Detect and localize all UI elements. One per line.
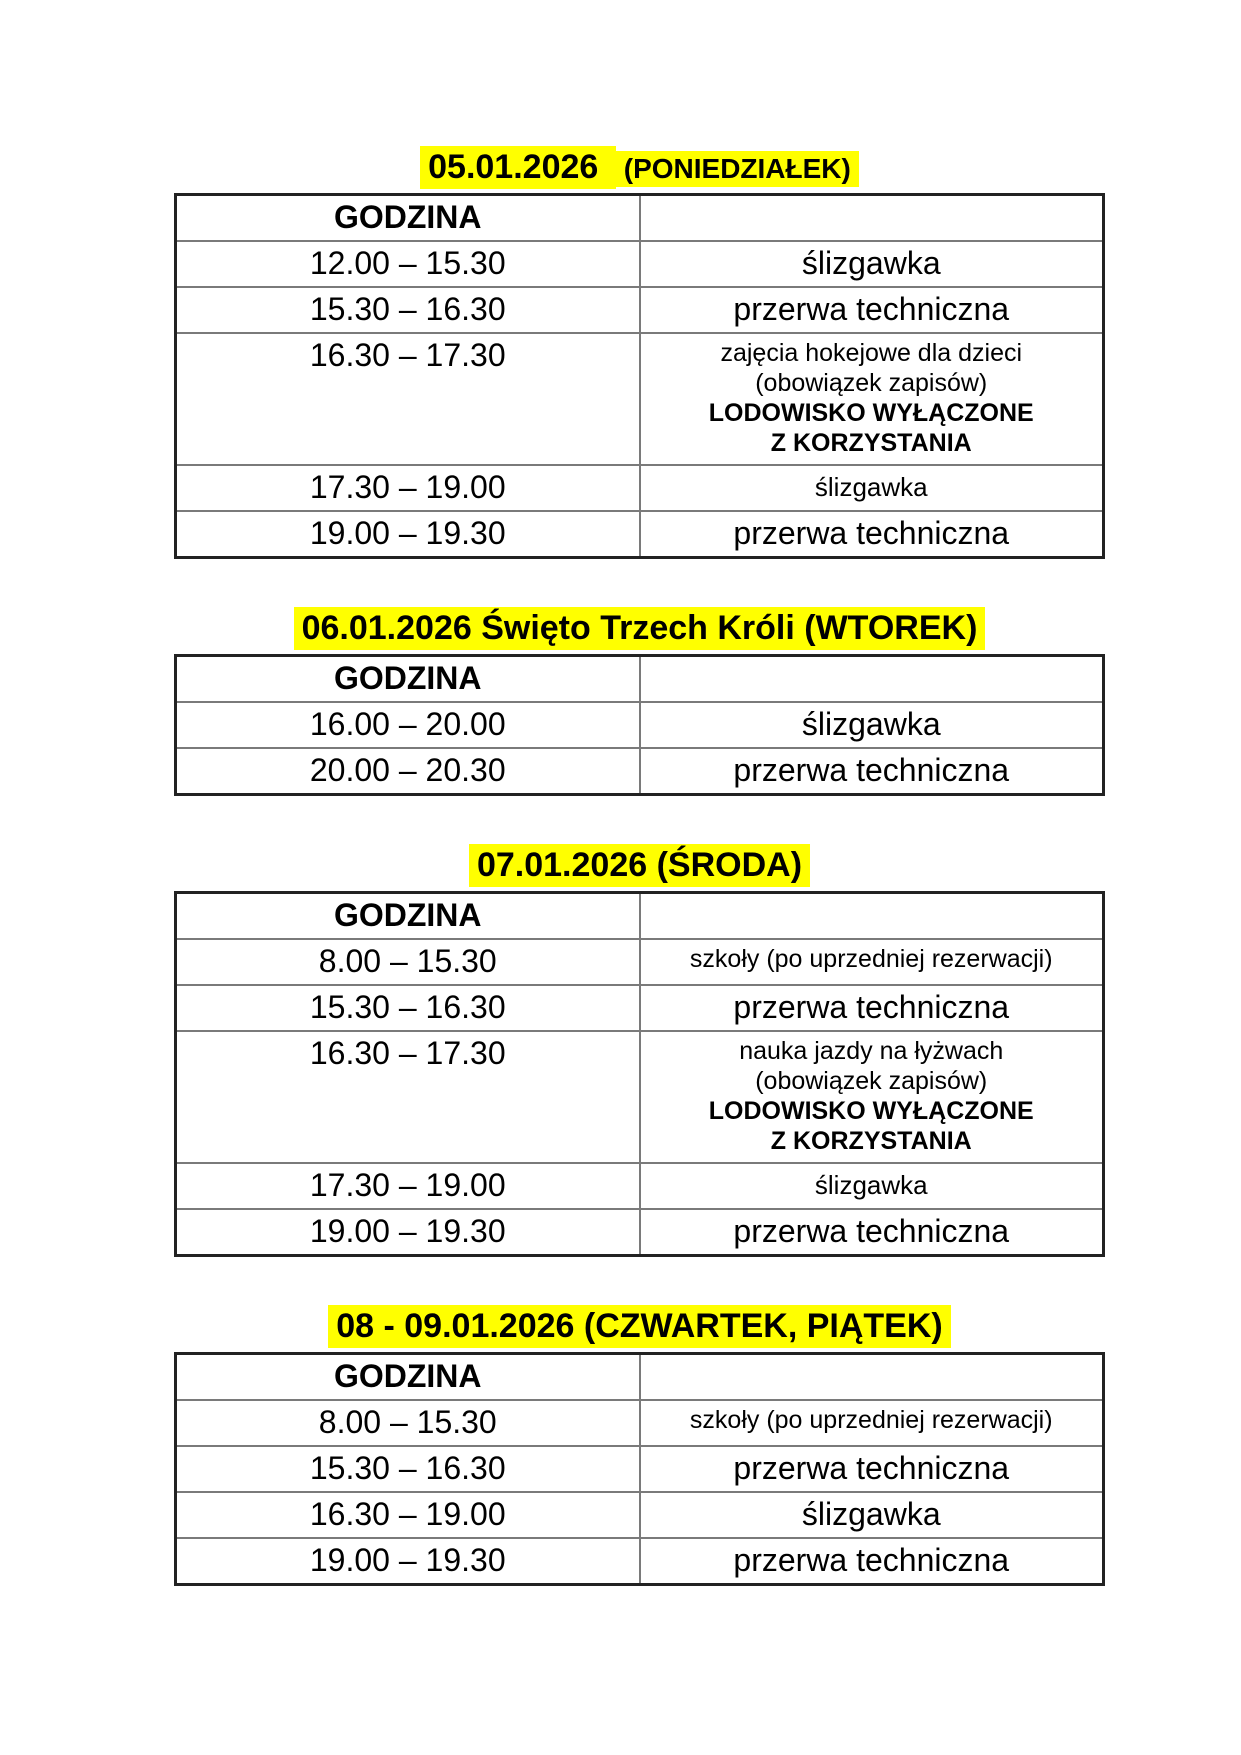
activity-line: (obowiązek zapisów) xyxy=(755,369,988,397)
activity-cell xyxy=(640,1031,1104,1163)
section-title xyxy=(174,1305,1105,1351)
table-row xyxy=(176,985,1104,1031)
table-body xyxy=(176,939,1104,1256)
time-cell: 16.30 – 17.30 xyxy=(176,333,640,465)
activity-cell xyxy=(640,1492,1104,1538)
activity-line: ślizgawka xyxy=(814,472,928,502)
table-row xyxy=(176,241,1104,287)
activity-line: przerwa techniczna xyxy=(733,1450,1010,1486)
activity-line: szkoły (po uprzedniej rezerwacji) xyxy=(689,945,1053,973)
activity-column-header xyxy=(640,195,1104,242)
time-cell: 17.30 – 19.00 xyxy=(176,465,640,511)
activity-line: nauka jazdy na łyżwach xyxy=(739,1037,1004,1065)
activity-cell xyxy=(640,1538,1104,1585)
table-row xyxy=(176,1163,1104,1209)
table-header-row xyxy=(176,893,1104,940)
section-title xyxy=(174,607,1105,653)
section-title-date: 07.01.2026 (ŚRODA) xyxy=(469,844,810,887)
time-column-header: GODZINA xyxy=(176,656,640,703)
schedule-section xyxy=(174,146,1105,559)
activity-line: przerwa techniczna xyxy=(733,989,1010,1025)
time-cell: 16.00 – 20.00 xyxy=(176,702,640,748)
activity-cell xyxy=(640,1400,1104,1446)
table-body xyxy=(176,241,1104,558)
time-cell: 8.00 – 15.30 xyxy=(176,1400,640,1446)
table-row xyxy=(176,1400,1104,1446)
time-cell: 8.00 – 15.30 xyxy=(176,939,640,985)
activity-line: szkoły (po uprzedniej rezerwacji) xyxy=(689,1406,1053,1434)
activity-cell xyxy=(640,985,1104,1031)
table-header-row xyxy=(176,195,1104,242)
section-title-date: 05.01.2026 xyxy=(420,146,616,189)
time-column-header: GODZINA xyxy=(176,893,640,940)
table-row xyxy=(176,1209,1104,1256)
time-cell: 19.00 – 19.30 xyxy=(176,511,640,558)
activity-cell xyxy=(640,1446,1104,1492)
activity-cell xyxy=(640,1209,1104,1256)
activity-column-header xyxy=(640,893,1104,940)
time-column-header: GODZINA xyxy=(176,195,640,242)
activity-line: przerwa techniczna xyxy=(733,752,1010,788)
activity-line: ślizgawka xyxy=(801,706,941,742)
table-row xyxy=(176,1031,1104,1163)
table-row xyxy=(176,465,1104,511)
activity-column-header xyxy=(640,656,1104,703)
time-cell: 20.00 – 20.30 xyxy=(176,748,640,795)
activity-line: ślizgawka xyxy=(801,245,941,281)
table-header-row xyxy=(176,1354,1104,1401)
time-cell: 15.30 – 16.30 xyxy=(176,287,640,333)
schedule-section xyxy=(174,844,1105,1257)
time-cell: 16.30 – 17.30 xyxy=(176,1031,640,1163)
activity-cell xyxy=(640,511,1104,558)
activity-cell xyxy=(640,748,1104,795)
activity-line: (obowiązek zapisów) xyxy=(755,1067,988,1095)
activity-line: LODOWISKO WYŁĄCZONE xyxy=(708,1097,1034,1125)
table-row xyxy=(176,511,1104,558)
time-cell: 16.30 – 19.00 xyxy=(176,1492,640,1538)
schedule-table xyxy=(174,193,1105,559)
activity-cell xyxy=(640,241,1104,287)
activity-line: Z KORZYSTANIA xyxy=(770,1127,972,1155)
time-column-header: GODZINA xyxy=(176,1354,640,1401)
activity-line: przerwa techniczna xyxy=(733,291,1010,327)
activity-column-header xyxy=(640,1354,1104,1401)
table-row xyxy=(176,748,1104,795)
section-title xyxy=(174,146,1105,192)
time-cell: 17.30 – 19.00 xyxy=(176,1163,640,1209)
table-row xyxy=(176,1446,1104,1492)
table-body xyxy=(176,702,1104,795)
activity-cell xyxy=(640,939,1104,985)
table-row xyxy=(176,702,1104,748)
schedule-table xyxy=(174,1352,1105,1586)
time-cell: 12.00 – 15.30 xyxy=(176,241,640,287)
activity-line: LODOWISKO WYŁĄCZONE xyxy=(708,399,1034,427)
table-row xyxy=(176,287,1104,333)
activity-line: przerwa techniczna xyxy=(733,515,1010,551)
schedule-table xyxy=(174,654,1105,796)
table-header-row xyxy=(176,656,1104,703)
activity-cell xyxy=(640,287,1104,333)
schedule-section xyxy=(174,607,1105,796)
time-cell: 19.00 – 19.30 xyxy=(176,1209,640,1256)
activity-line: przerwa techniczna xyxy=(733,1542,1010,1578)
activity-line: przerwa techniczna xyxy=(733,1213,1010,1249)
activity-cell xyxy=(640,1163,1104,1209)
section-title xyxy=(174,844,1105,890)
table-row xyxy=(176,333,1104,465)
time-cell: 19.00 – 19.30 xyxy=(176,1538,640,1585)
activity-line: ślizgawka xyxy=(801,1496,941,1532)
schedule-section xyxy=(174,1305,1105,1586)
table-row xyxy=(176,939,1104,985)
section-title-day: (PONIEDZIAŁEK) xyxy=(616,151,859,187)
activity-line: ślizgawka xyxy=(814,1170,928,1200)
table-row xyxy=(176,1492,1104,1538)
activity-line: zajęcia hokejowe dla dzieci xyxy=(720,339,1023,367)
section-title-date: 08 - 09.01.2026 (CZWARTEK, PIĄTEK) xyxy=(328,1305,951,1348)
activity-cell xyxy=(640,333,1104,465)
section-title-date: 06.01.2026 Święto Trzech Króli (WTOREK) xyxy=(294,607,986,650)
time-cell: 15.30 – 16.30 xyxy=(176,985,640,1031)
activity-line: Z KORZYSTANIA xyxy=(770,429,972,457)
activity-cell xyxy=(640,465,1104,511)
time-cell: 15.30 – 16.30 xyxy=(176,1446,640,1492)
schedule-table xyxy=(174,891,1105,1257)
table-body xyxy=(176,1400,1104,1585)
table-row xyxy=(176,1538,1104,1585)
activity-cell xyxy=(640,702,1104,748)
